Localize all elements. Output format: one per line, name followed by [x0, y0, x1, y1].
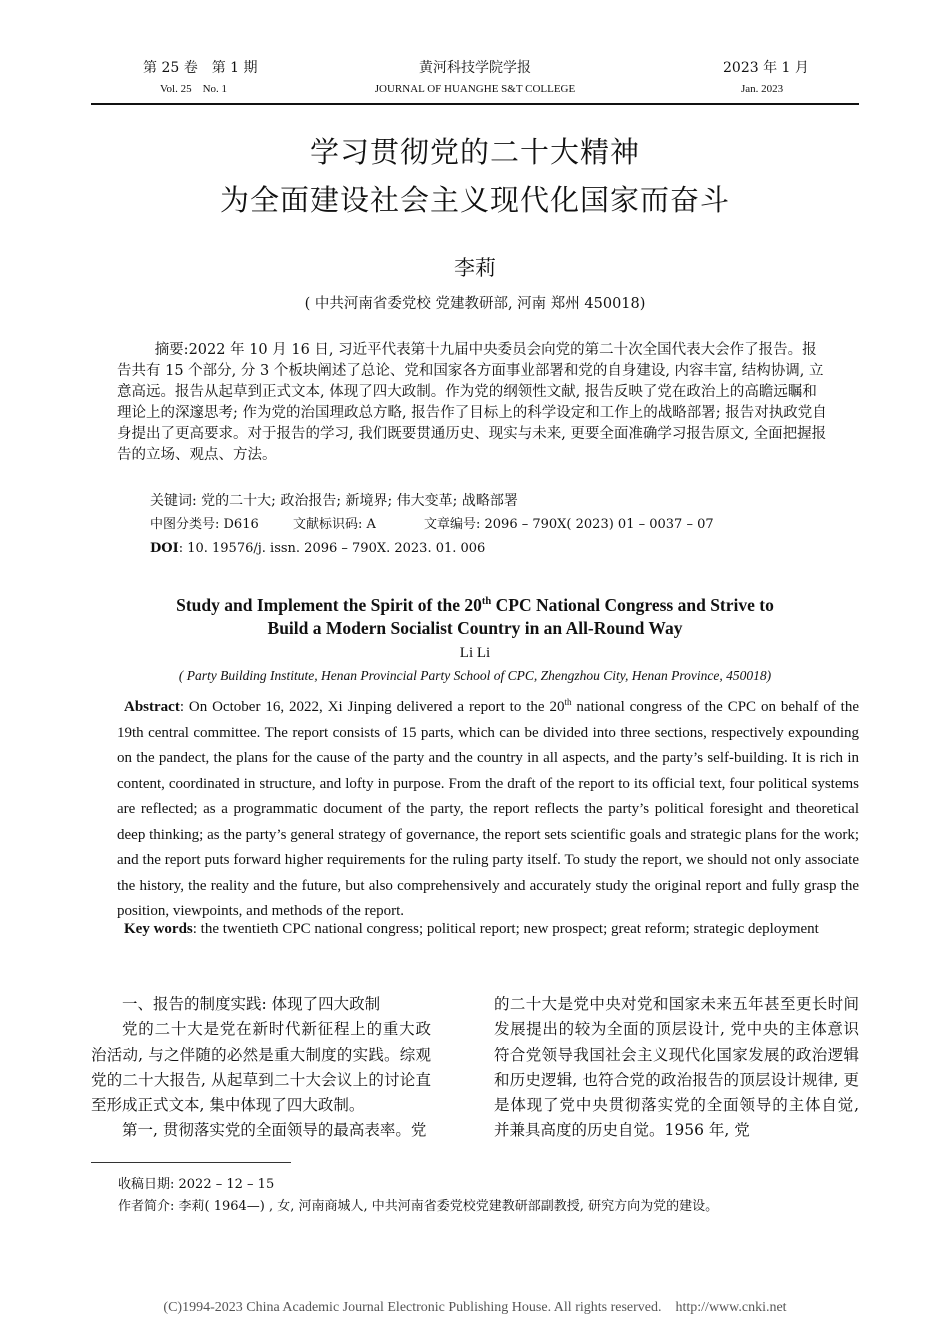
- en-title-part-a: Study and Implement the Spirit of the 20: [176, 594, 482, 615]
- document-code: 文献标识码: A: [293, 517, 376, 532]
- header-volume-cn: 第 25 卷 第 1 期: [143, 60, 258, 76]
- doi-label: DOI: [150, 541, 179, 556]
- body-paragraph-3: 的二十大是党中央对党和国家未来五年甚至更长时间发展提出的较为全面的顶层设计, 党中央的主体意识符合党领导我国社会主义现代化国家发展的政治逻辑和历史逻辑, 也符合党的政治报告的顶层设计规律, 更是体现了党中央贯彻落实党的全面领导的主体自觉, 并兼具高度的历史自觉。1956 年, 党: [494, 995, 859, 1140]
- abstract-cn: 摘要:2022 年 10 月 16 日, 习近平代表第十九届中央委员会向党的第二十次全国代表大会作了报告。报告共有 15 个部分, 分 3 个板块阐述了总论、党和国家各方面事业部署和党的自身建设, 内容丰富, 结构协调, 立意高远。报告从起草到正式文本, 体现了四大政制。作为党的纲领性文献, 报告反映了党在政治上的高瞻远瞩和理论上的深邃思考; 作为党的治国理政总方略, 报告作了目标上的科学设定和工作上的战略部署; 报告对执政党自身提出了更高要求。对于报告的学习, 我们既要贯通历史、现实与未来, 更要全面准确学习报告原文, 全面把握报告的立场、观点、方法。: [117, 342, 827, 463]
- author-affiliation: ( 中共河南省委党校 党建教研部, 河南 郑州 450018): [304, 296, 646, 312]
- author-name: 李莉: [454, 256, 496, 280]
- clc-number: 中图分类号: D616: [150, 517, 259, 532]
- en-abstract-label: Abstract: [124, 699, 180, 715]
- doi: [150, 540, 485, 558]
- body-left-column: [91, 992, 431, 1144]
- en-title-part-b: CPC National Congress and Strive to: [491, 594, 774, 615]
- body-right-column: [494, 992, 859, 1144]
- en-abstract-part1: : On October 16, 2022, Xi Jinping delivered a report to the 20: [179, 699, 565, 715]
- copyright-notice: (C)1994-2023 China Academic Journal Electronic Publishing House. All rights reserved. http://www.cnki.net: [163, 1300, 787, 1315]
- header-date-en: Jan. 2023: [741, 83, 784, 95]
- en-abstract: [117, 690, 859, 925]
- en-keywords: [117, 917, 859, 942]
- en-affiliation: ( Party Building Institute, Henan Provincial Party School of CPC, Zhengzhou City, Henan Province, 450018): [178, 668, 772, 683]
- header-journal-en: JOURNAL OF HUANGHE S&T COLLEGE: [374, 83, 576, 95]
- footnote-rule: [91, 1162, 291, 1163]
- keywords-cn: 关键词: 党的二十大; 政治报告; 新境界; 伟大变革; 战略部署: [150, 493, 518, 509]
- en-title-line-2: Build a Modern Socialist Country in an All-Round Way: [267, 618, 683, 638]
- en-author: Li Li: [459, 645, 491, 661]
- body-paragraph-1: 党的二十大是党在新时代新征程上的重大政治活动, 与之伴随的必然是重大制度的实践。综观党的二十大报告, 从起草到二十大会议上的讨论直至形成正式文本, 集中体现了四大政制。: [91, 1020, 431, 1115]
- footnote-received: 收稿日期: 2022 – 12 – 15: [118, 1177, 275, 1192]
- title-line-2: 为全面建设社会主义现代化国家而奋斗: [219, 183, 730, 217]
- article-number: 文章编号: 2096 – 790X( 2023) 01 – 0037 – 07: [424, 517, 714, 532]
- header-volume-en: Vol. 25 No. 1: [160, 83, 228, 95]
- doi-value: : 10. 19576/j. issn. 2096 – 790X. 2023. 01. 006: [178, 541, 486, 556]
- footnote-author-bio: 作者简介: 李莉( 1964—) , 女, 河南商城人, 中共河南省委党校党建教研部副教授, 研究方向为党的建设。: [118, 1199, 719, 1214]
- body-paragraph-2: 第一, 贯彻落实党的全面领导的最高表率。党: [122, 1121, 427, 1140]
- header-journal-cn: 黄河科技学院学报: [419, 60, 531, 76]
- en-keywords-label: Key words: [124, 921, 193, 937]
- en-abstract-sup: th: [564, 697, 572, 707]
- en-keywords-text: : the twentieth CPC national congress; political report; new prospect; great reform; strategic deployment: [192, 921, 819, 937]
- section-heading-1: 一、报告的制度实践: 体现了四大政制: [122, 995, 381, 1013]
- header-date-cn: 2023 年 1 月: [723, 60, 809, 76]
- title-line-1: 学习贯彻党的二十大精神: [309, 135, 640, 169]
- en-abstract-part2: national congress of the CPC on behalf of the 19th central committee. The report consists of 15 parts, which can be divided into three sections, respectively expounding on the pandect, the plans for the cause of the party and the country in all aspects, and the party’s self-building. It is rich in content, coordinated in structure, and lofty in purpose. From the draft of the report to its official text, four political systems are reflected; as a programmatic document of the party, the report reflects the party’s political foresight and theoretical deep thinking; as the party’s general strategy of governance, the report sets scientific goals and strategic plans for the work; and the report puts forward higher requirements for the ruling party itself. To study the report, we should not only associate the history, the reality and the future, but also comprehensively and accurately study the original report and fully grasp the position, viewpoints, and methods of the report.: [117, 699, 859, 919]
- en-title-sup: th: [481, 596, 492, 607]
- header-rule: [91, 103, 859, 105]
